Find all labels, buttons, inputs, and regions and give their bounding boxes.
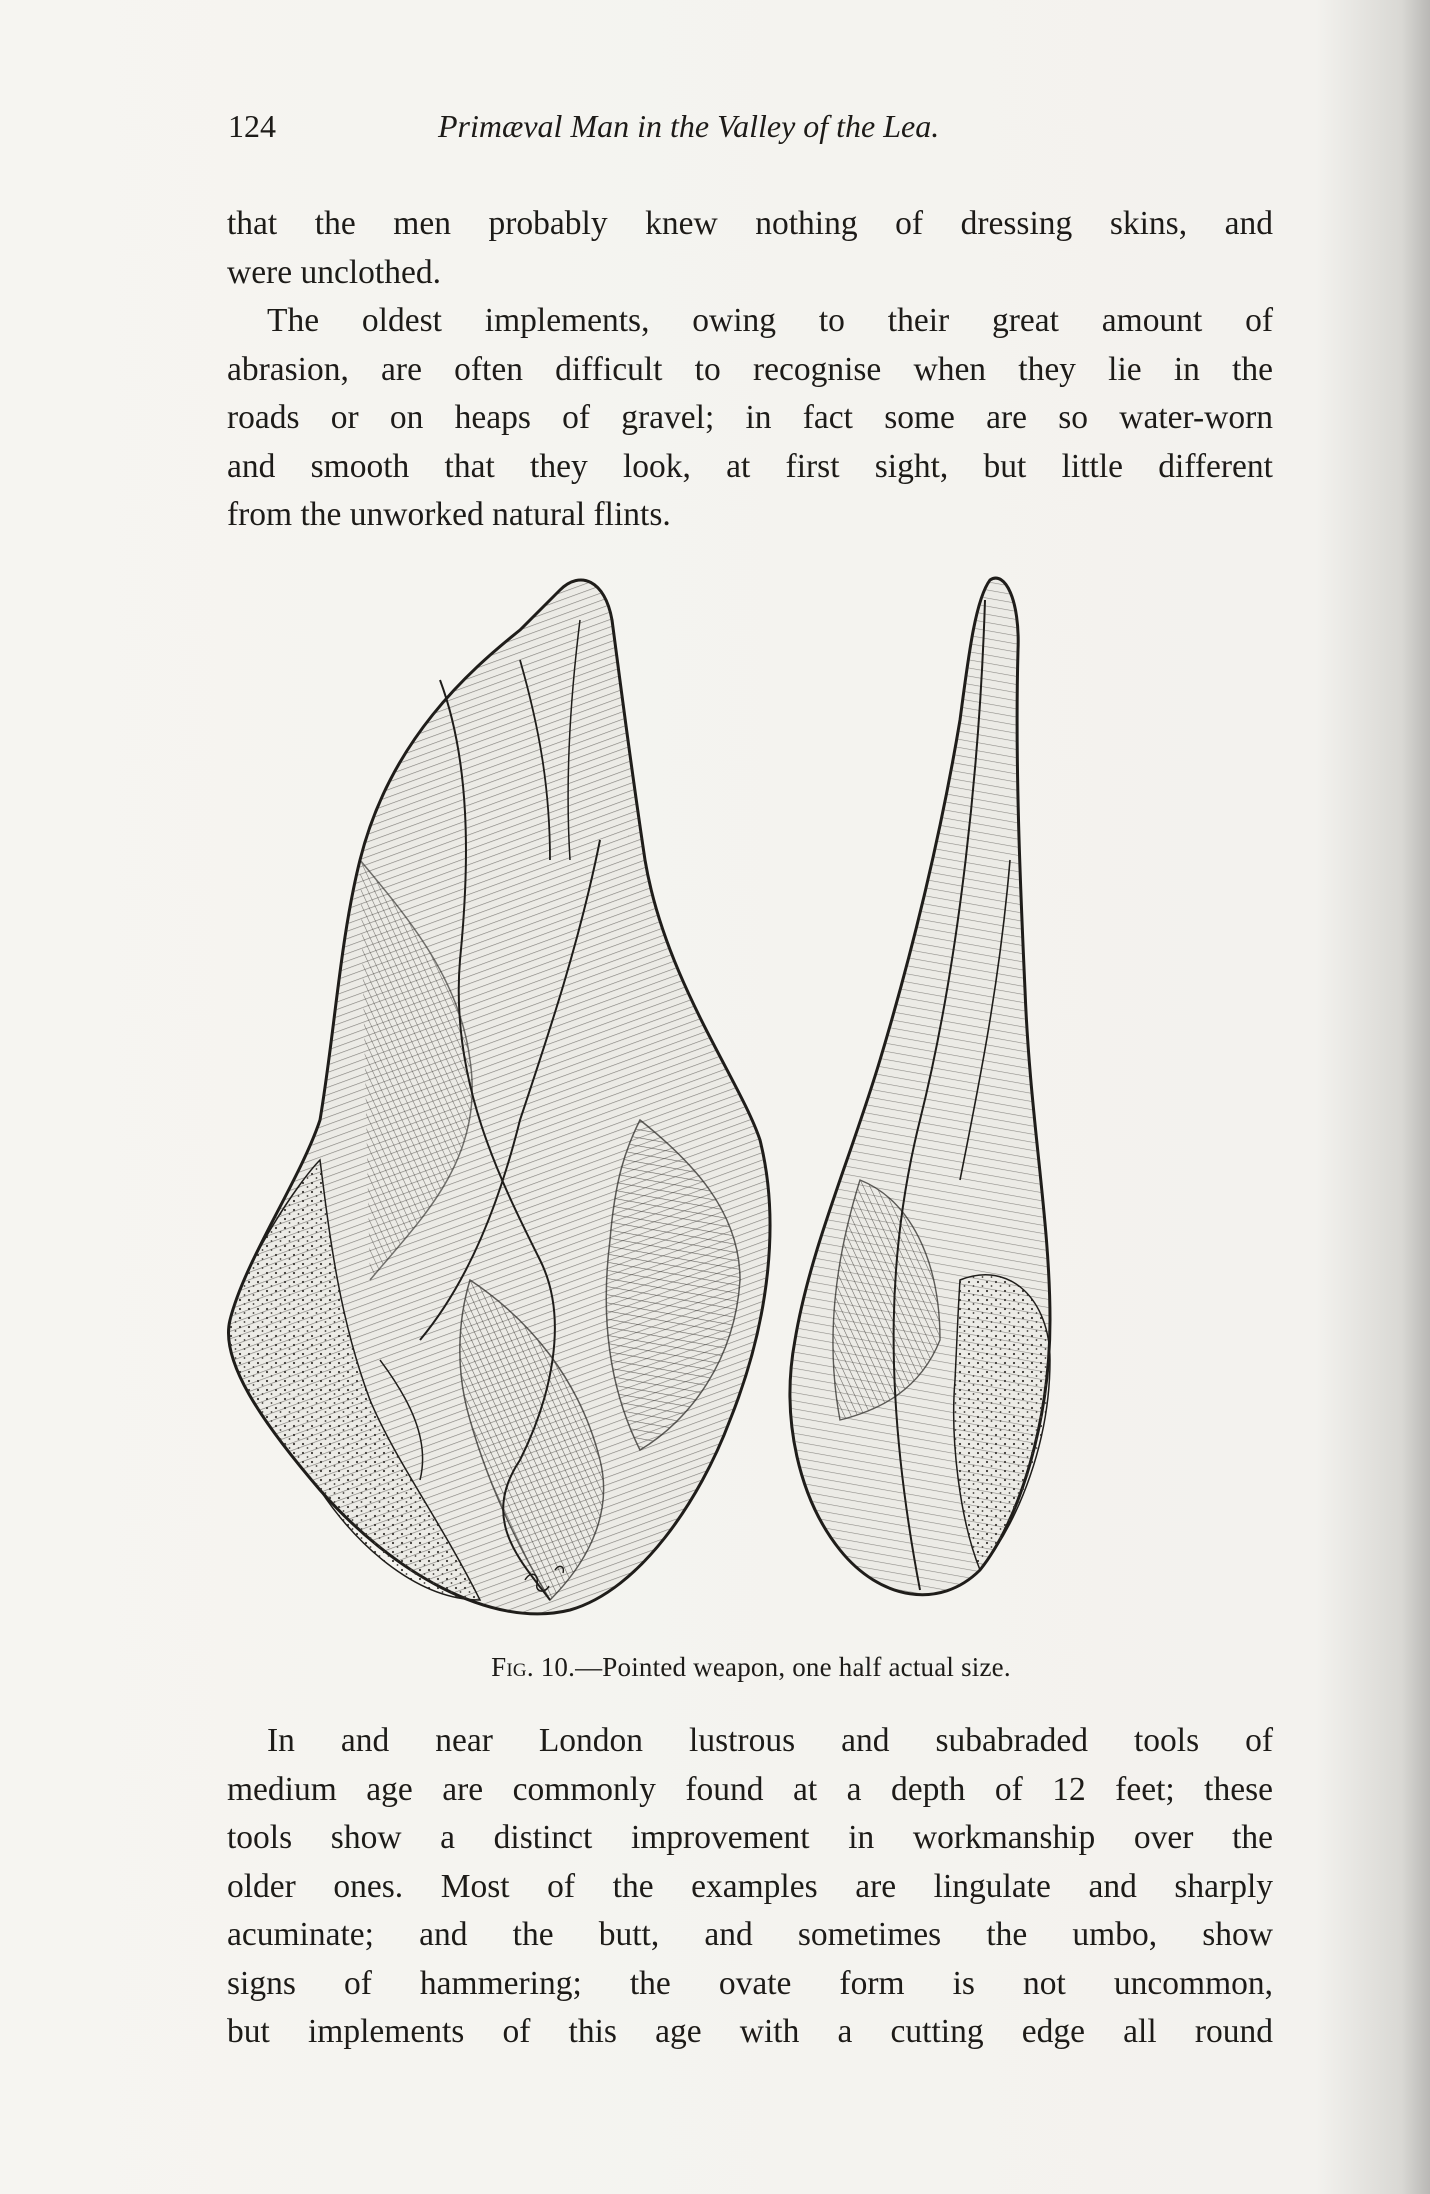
text-line: signs of hammering; the ovate form is not uncommon, bbox=[227, 1964, 1273, 2002]
text-line: but implements of this age with a cutting edge all round bbox=[227, 2013, 1273, 2050]
flint-implement-illustration bbox=[220, 560, 1220, 1650]
text-line: In and near London lustrous and subabraded tools of bbox=[267, 1722, 1273, 1759]
text-line: The oldest implements, owing to their great amount of bbox=[267, 302, 1273, 339]
text-line: from the unworked natural flints. bbox=[227, 496, 671, 533]
text-line: that the men probably knew nothing of dressing skins, and bbox=[227, 205, 1273, 242]
paragraph-3 bbox=[227, 1717, 1273, 2057]
page-number: 124 bbox=[228, 108, 276, 144]
text-line: roads or on heaps of gravel; in fact some are so water-worn bbox=[227, 399, 1273, 436]
figure-caption bbox=[228, 1652, 1274, 1683]
text-line: abrasion, are often difficult to recognise when they lie in the bbox=[227, 350, 1273, 388]
text-line: older ones. Most of the examples are lingulate and sharply bbox=[227, 1867, 1273, 1905]
text-line: and smooth that they look, at first sight, but little different bbox=[227, 447, 1273, 485]
figure-caption-text: —Pointed weapon, one half actual size. bbox=[575, 1652, 1011, 1682]
implement-side-view bbox=[790, 578, 1050, 1595]
text-line: tools show a distinct improvement in workmanship over the bbox=[227, 1819, 1273, 1856]
text-line: were unclothed. bbox=[227, 253, 441, 291]
running-title: Primæval Man in the Valley of the Lea. bbox=[438, 108, 940, 144]
figure-label: Fig. 10. bbox=[491, 1652, 576, 1682]
implement-front-view bbox=[228, 580, 770, 1614]
paragraph-1 bbox=[227, 200, 1273, 297]
text-line: acuminate; and the butt, and sometimes the umbo, show bbox=[227, 1916, 1273, 1953]
text-line: medium age are commonly found at a depth of 12 feet; these bbox=[227, 1770, 1273, 1808]
page-header bbox=[228, 108, 1088, 156]
paragraph-2 bbox=[227, 297, 1273, 540]
